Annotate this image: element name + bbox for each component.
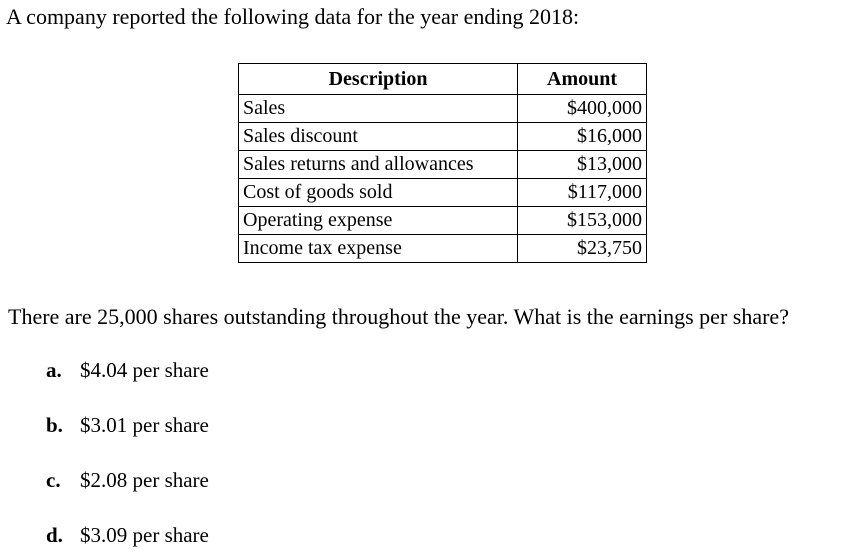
row-amount: $23,750 bbox=[518, 235, 647, 263]
description-column-header: Description bbox=[239, 64, 518, 95]
choice-c[interactable] bbox=[46, 466, 209, 494]
row-description: Sales bbox=[239, 95, 518, 123]
choice-text: $3.09 per share bbox=[80, 523, 209, 547]
table-row bbox=[239, 151, 647, 179]
choice-text: $4.04 per share bbox=[80, 358, 209, 382]
row-description: Sales discount bbox=[239, 123, 518, 151]
row-description: Income tax expense bbox=[239, 235, 518, 263]
table-row bbox=[239, 235, 647, 263]
intro-text: A company reported the following data for the year ending 2018: bbox=[6, 4, 580, 29]
choice-text: $2.08 per share bbox=[80, 468, 209, 492]
row-amount: $13,000 bbox=[518, 151, 647, 179]
row-description: Cost of goods sold bbox=[239, 179, 518, 207]
choice-a[interactable] bbox=[46, 356, 209, 384]
amount-column-header: Amount bbox=[547, 68, 618, 90]
question-text: There are 25,000 shares outstanding throughout the year. What is the earnings per share? bbox=[8, 304, 789, 329]
row-amount: $153,000 bbox=[518, 207, 647, 235]
row-description: Operating expense bbox=[239, 207, 518, 235]
choice-letter: c. bbox=[46, 468, 61, 492]
financial-data-table bbox=[238, 63, 647, 263]
table-row bbox=[239, 179, 647, 207]
table-row bbox=[239, 95, 647, 123]
table-header-row bbox=[239, 64, 647, 95]
row-description: Sales returns and allowances bbox=[239, 151, 518, 179]
choice-d[interactable] bbox=[46, 521, 209, 549]
row-amount: $400,000 bbox=[518, 95, 647, 123]
choice-letter: b. bbox=[46, 413, 63, 437]
row-amount: $117,000 bbox=[518, 179, 647, 207]
choice-text: $3.01 per share bbox=[80, 413, 209, 437]
table-row bbox=[239, 123, 647, 151]
choice-letter: d. bbox=[46, 523, 63, 547]
table-row bbox=[239, 207, 647, 235]
choice-b[interactable] bbox=[46, 411, 209, 439]
row-amount: $16,000 bbox=[518, 123, 647, 151]
choice-letter: a. bbox=[46, 358, 62, 382]
